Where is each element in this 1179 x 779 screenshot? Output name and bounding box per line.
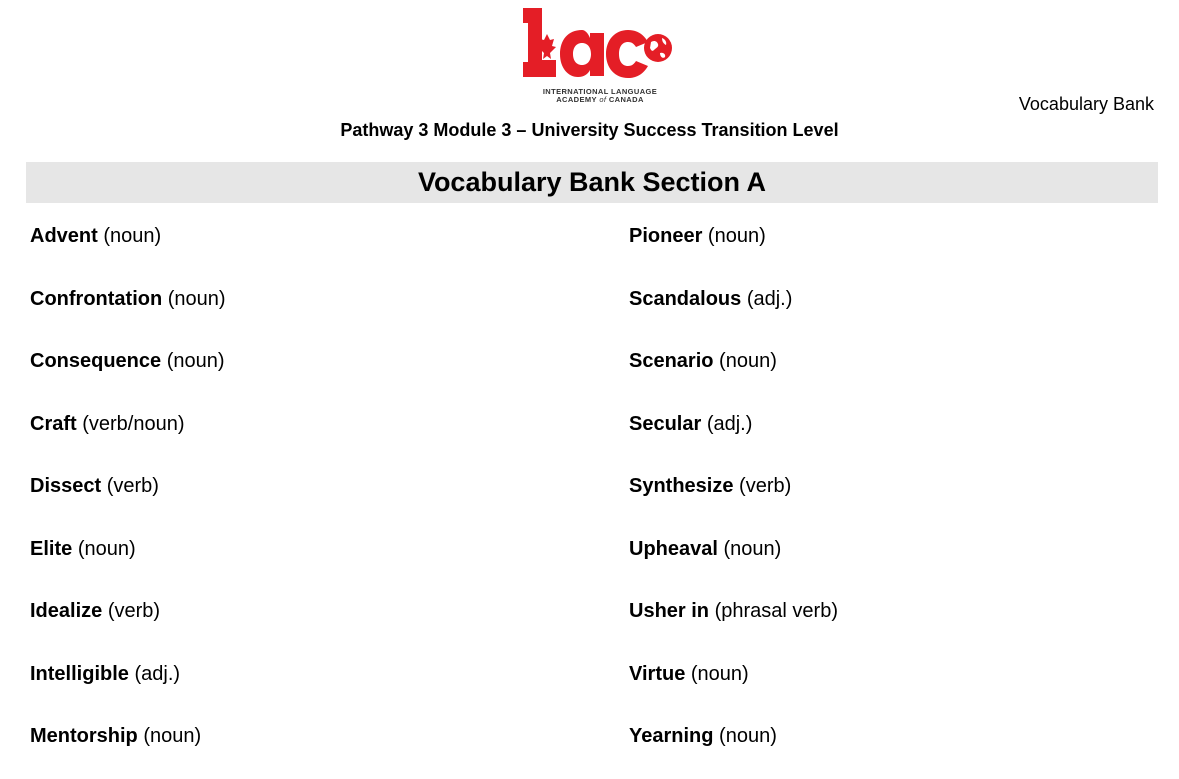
- vocab-word: Mentorship: [30, 725, 138, 747]
- vocab-part-of-speech: (noun): [707, 225, 766, 247]
- vocab-part-of-speech: (noun): [166, 350, 225, 372]
- vocab-item: [30, 654, 590, 717]
- logo-tagline-line2: ACADEMY of CANADA: [556, 95, 644, 104]
- vocab-item: [629, 716, 1179, 779]
- vocab-item: [629, 654, 1179, 717]
- vocab-item: [629, 279, 1179, 342]
- vocab-part-of-speech: (noun): [690, 662, 749, 685]
- vocab-word: Scandalous: [629, 287, 742, 310]
- vocab-word: Usher in: [629, 600, 710, 622]
- vocab-item: [629, 404, 1179, 467]
- vocab-part-of-speech: (adj.): [746, 287, 793, 310]
- vocab-part-of-speech: (adj.): [134, 662, 181, 685]
- vocab-part-of-speech: (noun): [719, 725, 777, 747]
- vocab-item: [629, 466, 1179, 529]
- vocab-word: Yearning: [629, 725, 714, 747]
- vocab-item: [30, 279, 590, 342]
- vocab-word: Advent: [30, 225, 98, 247]
- vocab-part-of-speech: (phrasal verb): [714, 600, 838, 622]
- vocab-word: Pioneer: [629, 225, 703, 247]
- vocab-word: Idealize: [30, 600, 103, 622]
- vocab-part-of-speech: (noun): [167, 287, 226, 310]
- vocab-item: [629, 216, 1179, 279]
- vocab-part-of-speech: (verb): [739, 475, 792, 497]
- vocab-part-of-speech: (noun): [103, 225, 162, 247]
- vocab-part-of-speech: (verb/noun): [82, 412, 185, 435]
- ilac-logo: [520, 6, 680, 106]
- vocab-list-left: [30, 216, 590, 779]
- vocab-part-of-speech: (noun): [77, 537, 136, 560]
- vocab-word: Craft: [30, 412, 77, 435]
- vocab-item: [30, 341, 590, 404]
- vocab-word: Elite: [30, 537, 73, 560]
- vocab-part-of-speech: (noun): [723, 537, 782, 560]
- vocab-item: [629, 529, 1179, 592]
- vocab-word: Dissect: [30, 475, 102, 497]
- ilac-logo-mark: [520, 6, 680, 86]
- vocab-item: [30, 466, 590, 529]
- vocab-word: Secular: [629, 412, 702, 435]
- vocab-item: [30, 216, 590, 279]
- vocab-item: [30, 529, 590, 592]
- vocab-list-right: [629, 216, 1179, 779]
- section-title: Vocabulary Bank Section A: [417, 167, 767, 197]
- vocab-word: Synthesize: [629, 475, 734, 497]
- vocab-part-of-speech: (noun): [719, 350, 777, 372]
- section-header-bar: [26, 162, 1158, 203]
- vocab-item: [629, 341, 1179, 404]
- vocab-word: Intelligible: [30, 662, 129, 685]
- vocab-part-of-speech: (verb): [106, 475, 159, 497]
- logo-tagline-line1: INTERNATIONAL LANGUAGE: [542, 87, 658, 96]
- vocab-word: Virtue: [629, 662, 686, 685]
- vocab-part-of-speech: (noun): [143, 725, 202, 747]
- header-doc-label: Vocabulary Bank: [1018, 94, 1154, 114]
- vocab-word: Scenario: [629, 350, 714, 372]
- page-subtitle: Pathway 3 Module 3 – University Success Transition Level: [340, 120, 839, 140]
- vocab-item: [629, 591, 1179, 654]
- vocab-word: Upheaval: [629, 537, 718, 560]
- vocab-part-of-speech: (adj.): [706, 412, 753, 435]
- vocab-item: [30, 591, 590, 654]
- vocab-part-of-speech: (verb): [107, 600, 161, 622]
- vocab-word: Confrontation: [30, 287, 163, 310]
- vocab-word: Consequence: [30, 350, 162, 372]
- vocab-item: [30, 716, 590, 779]
- vocab-item: [30, 404, 590, 467]
